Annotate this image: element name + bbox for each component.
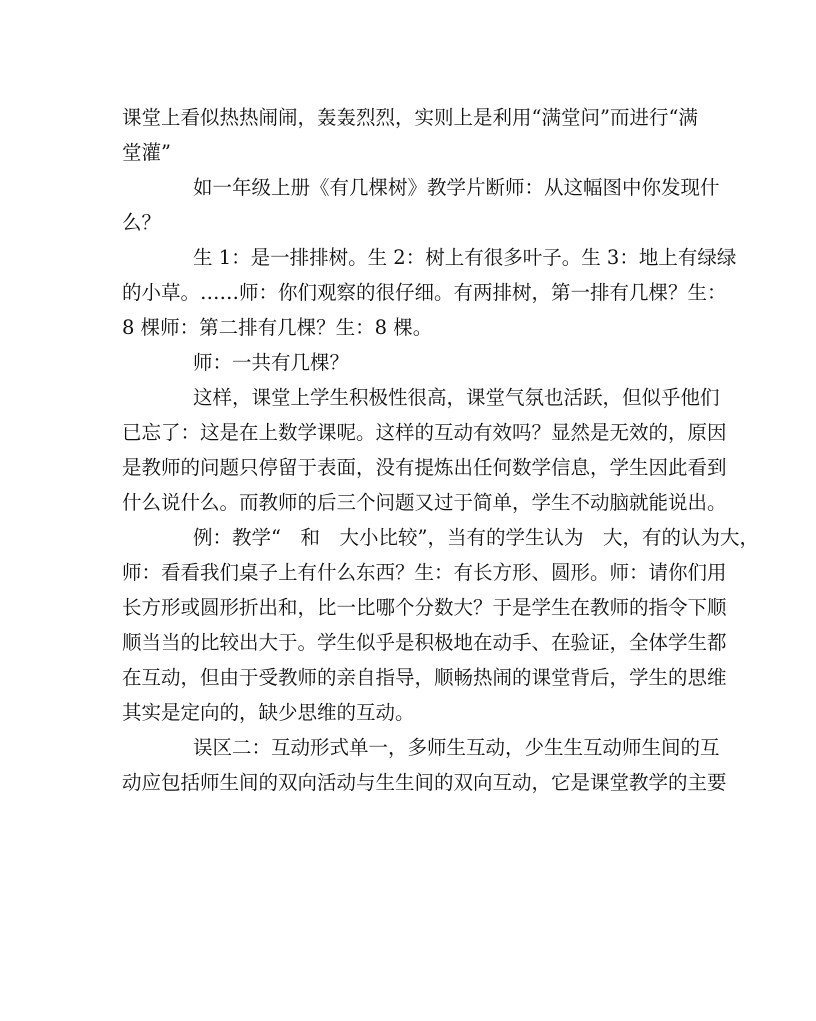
text-line: 已忘了：这是在上数学课呢。这样的互动有效吗？显然是无效的，原因 [122, 421, 727, 444]
text-line: 么？ [122, 211, 162, 234]
text-line: 课堂上看似热热闹闹，轰轰烈烈，实则上是利用“满堂问”而进行“满 [122, 106, 698, 129]
text-line: 如一年级上册《有几棵树》教学片断师：从这幅图中你发现什 [193, 176, 720, 199]
paragraph [122, 345, 697, 380]
paragraph [122, 380, 727, 520]
paragraph [122, 730, 727, 800]
text-line: 堂灌” [122, 141, 171, 164]
paragraph [122, 240, 737, 345]
text-line: 顺当当的比较出大于。学生似乎是积极地在动手、在验证，全体学生都 [122, 631, 727, 654]
text-line: 师：看看我们桌子上有什么东西？生：有长方形、圆形。师：请你们用 [122, 561, 727, 584]
text-line: 例：教学“ 和 大小比较”，当有的学生认为 大，有的认为大， [193, 526, 759, 549]
text-line: 是教师的问题只停留于表面，没有提炼出任何数学信息，学生因此看到 [122, 456, 727, 479]
text-line: 在互动，但由于受教师的亲自指导，顺畅热闹的课堂背后，学生的思维 [122, 666, 727, 689]
text-line: 什么说什么。而教师的后三个问题又过于简单，学生不动脑就能说出。 [122, 491, 727, 514]
paragraph [122, 100, 697, 170]
text-line: 其实是定向的，缺少思维的互动。 [122, 701, 415, 724]
text-line: 误区二：互动形式单一，多师生互动，少生生互动师生间的互 [193, 736, 720, 759]
text-line: 8 棵师：第二排有几棵？生：8 棵。 [122, 316, 433, 339]
text-line: 师：一共有几棵？ [193, 351, 350, 374]
text-line: 生 1：是一排排树。生 2：树上有很多叶子。生 3：地上有绿绿 [193, 246, 737, 269]
text-line: 长方形或圆形折出和，比一比哪个分数大？于是学生在教师的指令下顺 [122, 596, 727, 619]
text-line: 的小草。……师：你们观察的很仔细。有两排树，第一排有几棵？生： [122, 281, 727, 304]
document-body [122, 100, 759, 800]
text-line: 这样，课堂上学生积极性很高，课堂气氛也活跃，但似乎他们 [193, 386, 720, 409]
text-line: 动应包括师生间的双向活动与生生间的双向互动，它是课堂教学的主要 [122, 771, 727, 794]
paragraph [122, 520, 759, 730]
paragraph [122, 170, 720, 240]
